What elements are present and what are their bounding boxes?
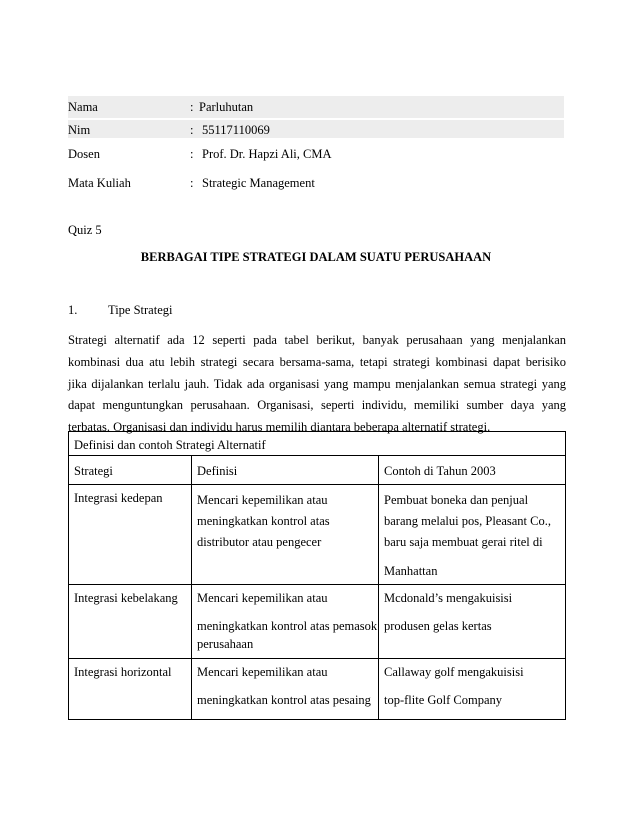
- cell-line: baru saja membuat gerai ritel di: [384, 535, 543, 549]
- cell-line: produsen gelas kertas: [384, 619, 492, 633]
- header-label-dosen: Dosen: [68, 147, 100, 161]
- cell-line: perusahaan: [197, 637, 254, 651]
- table-cell-contoh: [379, 485, 566, 585]
- cell-line: Mencari kepemilikan atau: [197, 665, 328, 679]
- table-caption-row: [69, 432, 566, 456]
- header-row-band-1: [68, 96, 564, 118]
- table-row: [69, 659, 566, 720]
- cell-line: distributor atau pengecer: [197, 535, 322, 549]
- cell-line: Manhattan: [384, 564, 438, 578]
- header-row-band-2: [68, 120, 564, 138]
- header-value-mata-kuliah: Strategic Management: [202, 176, 315, 190]
- cell-line: meningkatkan kontrol atas pesaing: [197, 693, 371, 707]
- quiz-label: Quiz 5: [68, 223, 102, 237]
- section-heading: Tipe Strategi: [108, 303, 173, 317]
- page-title: BERBAGAI TIPE STRATEGI DALAM SUATU PERUSAHAAN: [140, 250, 492, 264]
- paragraph-line: terbatas. Organisasi dan individu harus memilih diantara beberapa alternatif strategi.: [68, 420, 491, 435]
- table-caption: Definisi dan contoh Strategi Alternatif: [69, 432, 566, 456]
- header-label-nama: Nama: [68, 100, 98, 114]
- table-cell-definisi: [192, 485, 379, 585]
- table-header-strategi: Strategi: [69, 456, 192, 485]
- table-header-definisi: Definisi: [192, 456, 379, 485]
- cell-line: Mencari kepemilikan atau: [197, 493, 328, 507]
- header-label-nim: Nim: [68, 123, 91, 137]
- cell-line: top-flite Golf Company: [384, 693, 503, 707]
- cell-line: barang melalui pos, Pleasant Co.,: [384, 514, 551, 528]
- table-cell-strategi: Integrasi kebelakang: [69, 585, 192, 659]
- table-cell-strategi: Integrasi kedepan: [69, 485, 192, 585]
- table-cell-contoh: [379, 659, 566, 720]
- table-cell-definisi: [192, 585, 379, 659]
- cell-line: Callaway golf mengakuisisi: [384, 665, 524, 679]
- cell-line: Mcdonald’s mengakuisisi: [384, 591, 513, 605]
- header-sep-mata-kuliah: :: [190, 176, 194, 190]
- table-cell-contoh: [379, 585, 566, 659]
- header-sep-dosen: :: [190, 147, 194, 161]
- section-number: 1.: [68, 303, 78, 317]
- paragraph-line: jika dijalankan terlalu jauh. Tidak ada organisasi yang mampu menjalankan semua strategi yang: [68, 376, 566, 391]
- body-paragraph: [68, 330, 566, 439]
- table-row: [69, 585, 566, 659]
- table-row: [69, 485, 566, 585]
- paragraph-line: kombinasi dua atu lebih strategi secara bersama-sama, tetapi strategi kombinasi dapat berisiko: [68, 354, 566, 369]
- table-cell-definisi: [192, 659, 379, 720]
- header-value-nim: 55117110069: [202, 123, 270, 137]
- header-sep-nim: :: [190, 123, 194, 137]
- strategy-table: [68, 431, 566, 720]
- paragraph-line: Strategi alternatif ada 12 seperti pada tabel berikut, banyak perusahaan yang menjalankan: [68, 333, 566, 347]
- table-cell-strategi: Integrasi horizontal: [69, 659, 192, 720]
- cell-line: meningkatkan kontrol atas: [197, 514, 330, 528]
- header-label-mata-kuliah: Mata Kuliah: [68, 176, 131, 190]
- cell-line: Mencari kepemilikan atau: [197, 591, 328, 605]
- paragraph-line: dapat menguntungkan perusahaan. Organisasi, seperti individu, memiliki sumber daya yang: [68, 398, 566, 413]
- header-sep-nama: :: [190, 100, 194, 114]
- table-header-row: [69, 456, 566, 485]
- header-value-dosen: Prof. Dr. Hapzi Ali, CMA: [202, 147, 332, 161]
- cell-line: meningkatkan kontrol atas pemasok: [197, 619, 378, 633]
- table-header-contoh: Contoh di Tahun 2003: [379, 456, 566, 485]
- cell-line: Pembuat boneka dan penjual: [384, 493, 529, 507]
- header-value-nama: Parluhutan: [199, 100, 254, 114]
